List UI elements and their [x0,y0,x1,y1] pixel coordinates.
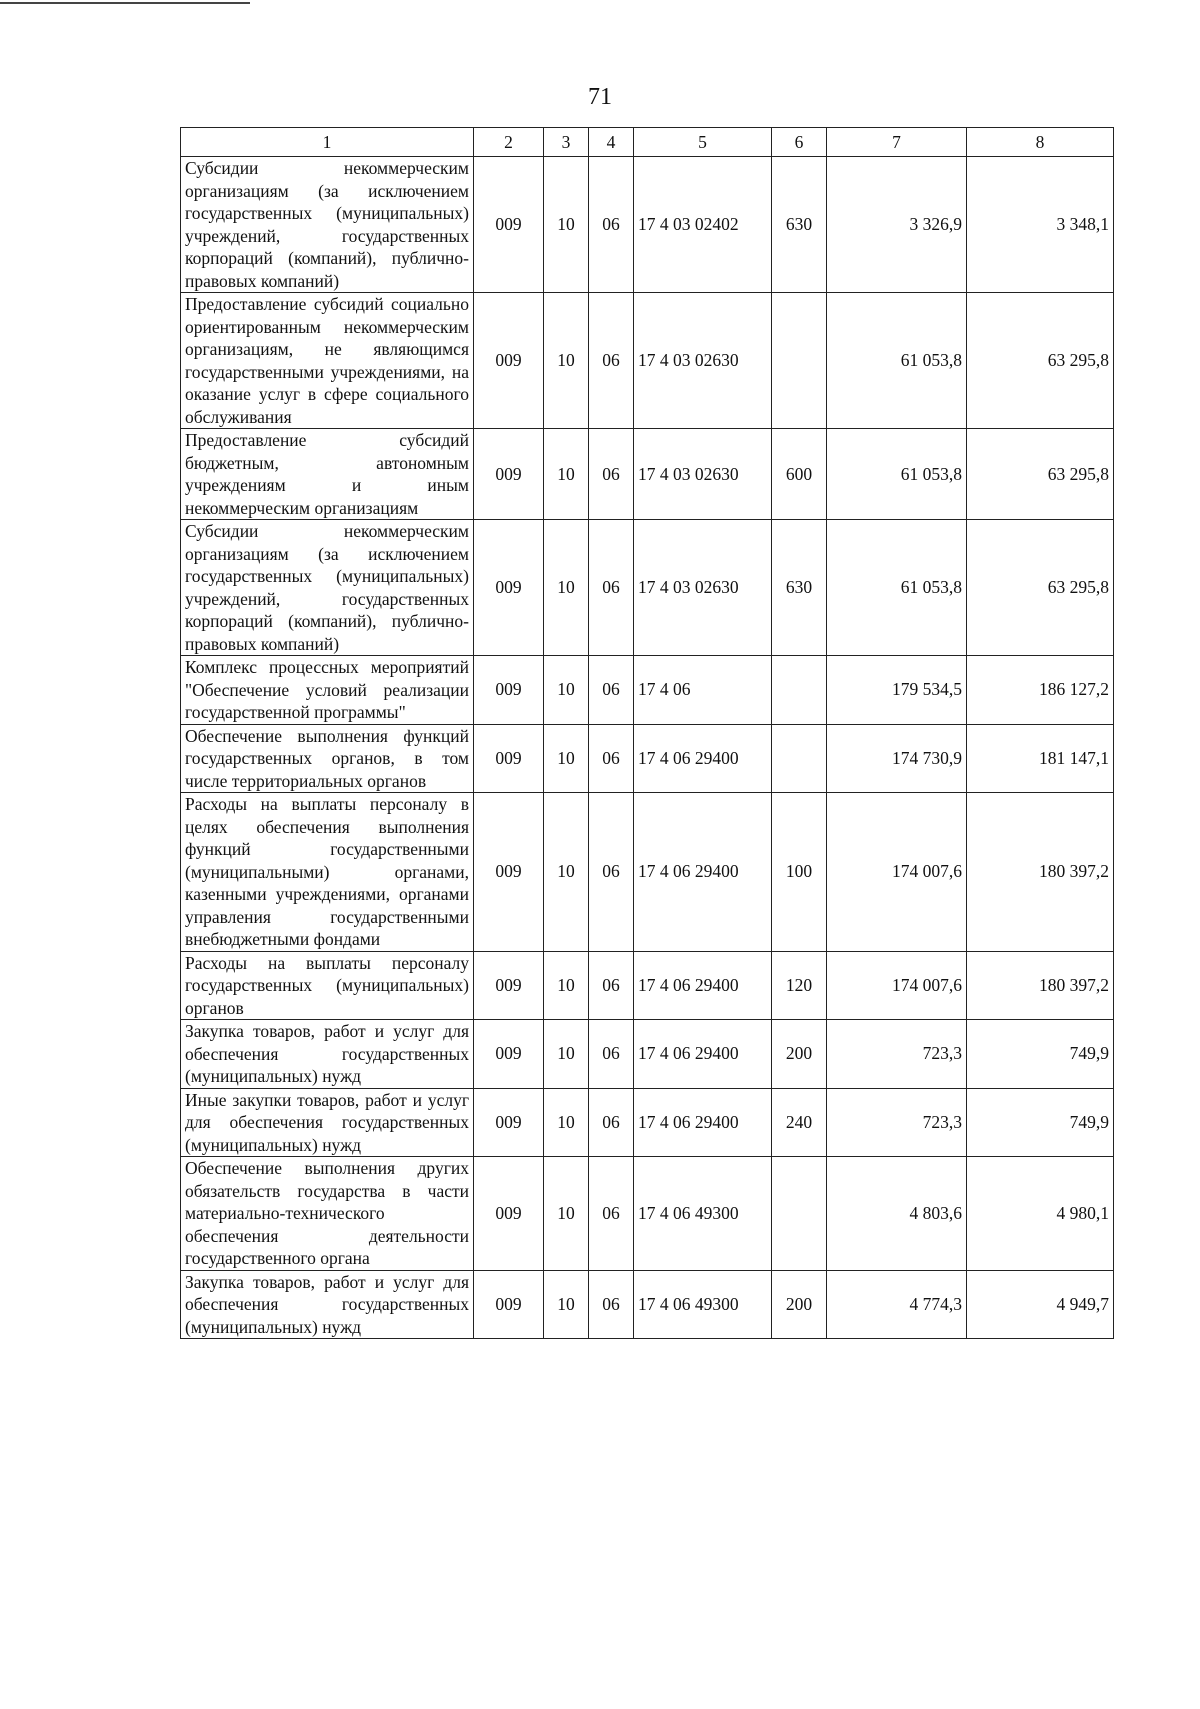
row-cell-col3: 10 [544,951,589,1020]
row-cell-col5: 17 4 03 02630 [634,520,772,656]
row-cell-col3: 10 [544,429,589,520]
row-name-cell: Расходы на выплаты персоналу в целях обеспечения выполнения функций государственными (муниципальными) органами, казенными учреждениями, органами управления государственными внебюджетными фондами [181,793,474,952]
table-row [181,1088,1114,1157]
row-cell-col2: 009 [474,1088,544,1157]
table-row [181,656,1114,725]
row-cell-col4: 06 [589,429,634,520]
row-name-cell: Предоставление субсидий социально ориентированным некоммерческим организациям, не являющимся государственными учреждениями, на оказание услуг в сфере социального обслуживания [181,293,474,429]
row-cell-col7: 4 774,3 [827,1270,967,1339]
row-name-cell: Иные закупки товаров, работ и услуг для обеспечения государственных (муниципальных) нужд [181,1088,474,1157]
column-header: 3 [544,128,589,157]
row-cell-col6: 100 [772,793,827,952]
row-cell-col7: 61 053,8 [827,429,967,520]
page-number: 71 [588,84,612,110]
row-cell-col7: 174 730,9 [827,724,967,793]
row-cell-col6: 200 [772,1020,827,1089]
table-row [181,793,1114,952]
row-cell-col8: 749,9 [967,1020,1114,1089]
row-cell-col8: 186 127,2 [967,656,1114,725]
row-cell-col3: 10 [544,724,589,793]
column-header: 4 [589,128,634,157]
table-row [181,1020,1114,1089]
row-cell-col5: 17 4 06 49300 [634,1270,772,1339]
row-cell-col5: 17 4 03 02630 [634,293,772,429]
row-cell-col2: 009 [474,1270,544,1339]
row-cell-col3: 10 [544,1270,589,1339]
row-cell-col4: 06 [589,293,634,429]
row-cell-col4: 06 [589,1020,634,1089]
row-name-cell: Обеспечение выполнения функций государственных органов, в том числе территориальных органов [181,724,474,793]
row-cell-col6: 630 [772,157,827,293]
row-cell-col4: 06 [589,157,634,293]
row-cell-col5: 17 4 06 [634,656,772,725]
row-cell-col8: 181 147,1 [967,724,1114,793]
row-cell-col6 [772,656,827,725]
row-cell-col3: 10 [544,1088,589,1157]
row-cell-col5: 17 4 06 29400 [634,793,772,952]
row-cell-col2: 009 [474,1020,544,1089]
row-cell-col5: 17 4 06 29400 [634,1088,772,1157]
row-cell-col6: 600 [772,429,827,520]
row-cell-col2: 009 [474,951,544,1020]
row-cell-col8: 3 348,1 [967,157,1114,293]
row-cell-col3: 10 [544,1157,589,1271]
row-cell-col2: 009 [474,1157,544,1271]
row-cell-col2: 009 [474,520,544,656]
row-cell-col7: 174 007,6 [827,793,967,952]
row-cell-col4: 06 [589,1157,634,1271]
budget-table [180,127,1114,1339]
row-cell-col8: 63 295,8 [967,429,1114,520]
row-cell-col8: 4 949,7 [967,1270,1114,1339]
row-cell-col5: 17 4 06 29400 [634,724,772,793]
row-cell-col4: 06 [589,1088,634,1157]
row-cell-col3: 10 [544,293,589,429]
row-name-cell: Предоставление субсидий бюджетным, автономным учреждениям и иным некоммерческим организациям [181,429,474,520]
table-row [181,1157,1114,1271]
row-cell-col2: 009 [474,656,544,725]
row-name-cell: Расходы на выплаты персоналу государственных (муниципальных) органов [181,951,474,1020]
row-cell-col2: 009 [474,157,544,293]
row-name-cell: Субсидии некоммерческим организациям (за исключением государственных (муниципальных) учреждений, государственных корпораций (компаний), публично-правовых компаний) [181,520,474,656]
row-cell-col6: 630 [772,520,827,656]
row-cell-col4: 06 [589,724,634,793]
row-name-cell: Закупка товаров, работ и услуг для обеспечения государственных (муниципальных) нужд [181,1270,474,1339]
row-cell-col2: 009 [474,793,544,952]
row-cell-col7: 723,3 [827,1088,967,1157]
row-cell-col7: 3 326,9 [827,157,967,293]
row-cell-col5: 17 4 06 29400 [634,951,772,1020]
row-cell-col4: 06 [589,656,634,725]
row-cell-col8: 180 397,2 [967,793,1114,952]
row-cell-col5: 17 4 03 02630 [634,429,772,520]
table-row [181,293,1114,429]
row-cell-col8: 63 295,8 [967,520,1114,656]
row-cell-col2: 009 [474,724,544,793]
row-cell-col4: 06 [589,1270,634,1339]
row-cell-col6: 120 [772,951,827,1020]
top-rule [0,2,250,4]
table-row [181,429,1114,520]
row-cell-col4: 06 [589,793,634,952]
header-row [181,128,1114,157]
row-cell-col5: 17 4 06 49300 [634,1157,772,1271]
column-header: 7 [827,128,967,157]
table-row [181,724,1114,793]
row-cell-col7: 723,3 [827,1020,967,1089]
row-cell-col7: 4 803,6 [827,1157,967,1271]
column-header: 6 [772,128,827,157]
row-cell-col6: 200 [772,1270,827,1339]
row-cell-col7: 174 007,6 [827,951,967,1020]
row-name-cell: Закупка товаров, работ и услуг для обеспечения государственных (муниципальных) нужд [181,1020,474,1089]
table-row [181,520,1114,656]
row-cell-col7: 61 053,8 [827,520,967,656]
table-row [181,157,1114,293]
row-name-cell: Комплекс процессных мероприятий "Обеспечение условий реализации государственной программы" [181,656,474,725]
row-cell-col6 [772,293,827,429]
column-header: 1 [181,128,474,157]
column-header: 8 [967,128,1114,157]
row-cell-col3: 10 [544,656,589,725]
column-header: 2 [474,128,544,157]
row-cell-col6 [772,1157,827,1271]
row-cell-col7: 179 534,5 [827,656,967,725]
row-cell-col6 [772,724,827,793]
table-row [181,951,1114,1020]
row-name-cell: Обеспечение выполнения других обязательств государства в части материально-технического обеспечения деятельности государственного органа [181,1157,474,1271]
row-cell-col5: 17 4 03 02402 [634,157,772,293]
table-row [181,1270,1114,1339]
row-cell-col8: 4 980,1 [967,1157,1114,1271]
row-cell-col2: 009 [474,429,544,520]
row-cell-col4: 06 [589,951,634,1020]
row-cell-col3: 10 [544,520,589,656]
row-cell-col8: 749,9 [967,1088,1114,1157]
row-cell-col8: 63 295,8 [967,293,1114,429]
row-cell-col3: 10 [544,157,589,293]
row-cell-col3: 10 [544,793,589,952]
row-name-cell: Субсидии некоммерческим организациям (за исключением государственных (муниципальных) учреждений, государственных корпораций (компаний), публично-правовых компаний) [181,157,474,293]
row-cell-col3: 10 [544,1020,589,1089]
row-cell-col2: 009 [474,293,544,429]
row-cell-col4: 06 [589,520,634,656]
column-header: 5 [634,128,772,157]
row-cell-col5: 17 4 06 29400 [634,1020,772,1089]
row-cell-col8: 180 397,2 [967,951,1114,1020]
row-cell-col6: 240 [772,1088,827,1157]
row-cell-col7: 61 053,8 [827,293,967,429]
